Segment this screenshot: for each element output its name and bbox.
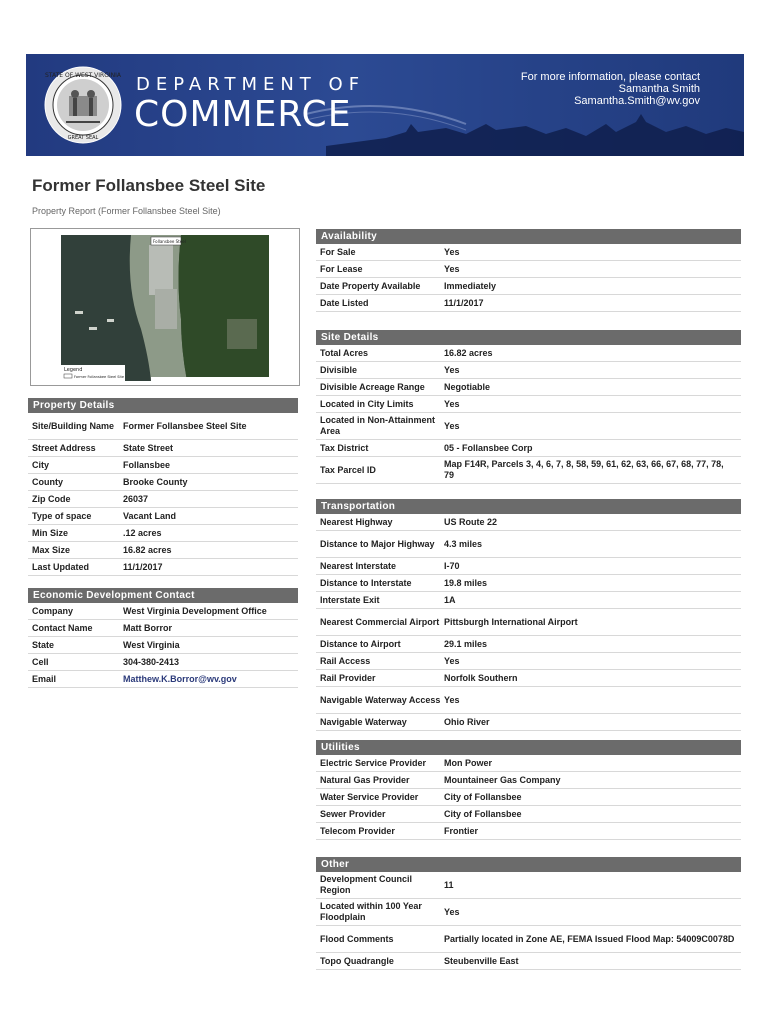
- row-label: For Lease: [320, 263, 363, 274]
- row-value: Pittsburgh International Airport: [444, 616, 578, 627]
- table-row: [316, 295, 741, 312]
- table-row: [316, 514, 741, 531]
- row-label: Electric Service Provider: [320, 757, 427, 768]
- row-value: 26037: [123, 493, 149, 504]
- site-details-header: Site Details: [316, 330, 741, 345]
- row-label: Navigable Waterway: [320, 716, 407, 727]
- table-row: [316, 396, 741, 413]
- row-value: Map F14R, Parcels 3, 4, 6, 7, 8, 58, 59, 61, 62, 63, 66, 67, 68, 77, 78, 79: [444, 459, 724, 480]
- row-value: West Virginia: [123, 639, 180, 650]
- row-label: Rail Access: [320, 655, 371, 666]
- property-details-section: [28, 398, 298, 576]
- row-value: Former Follansbee Steel Site: [123, 420, 247, 431]
- table-row: [316, 609, 741, 636]
- row-label: Divisible: [320, 364, 358, 375]
- row-value: 11/1/2017: [123, 561, 163, 572]
- table-row: [316, 278, 741, 295]
- table-row: [316, 379, 741, 396]
- row-value: I-70: [444, 560, 460, 571]
- table-row: [316, 789, 741, 806]
- row-label: County: [32, 476, 63, 487]
- row-label: Distance to Interstate: [320, 577, 412, 588]
- row-value: Yes: [444, 655, 460, 666]
- row-label: Distance to Major Highway: [320, 538, 435, 549]
- row-label: Date Property Available: [320, 280, 421, 291]
- table-row: [28, 603, 298, 620]
- table-row: [28, 508, 298, 525]
- table-row: [316, 772, 741, 789]
- row-label: Cell: [32, 656, 49, 667]
- row-value: .12 acres: [123, 527, 162, 538]
- page-subtitle: Property Report (Former Follansbee Steel Site): [32, 206, 221, 216]
- table-row: [28, 474, 298, 491]
- table-row: [316, 687, 741, 714]
- row-label: Last Updated: [32, 561, 90, 572]
- table-row: [316, 413, 741, 440]
- row-value: Yes: [444, 906, 460, 917]
- row-value: US Route 22: [444, 516, 498, 527]
- row-value: West Virginia Development Office: [123, 605, 267, 616]
- contact-name: Samantha Smith: [618, 83, 700, 95]
- row-value: State Street: [123, 442, 174, 453]
- row-value: Immediately: [444, 280, 497, 291]
- site-details-section: [316, 330, 741, 484]
- map-legend-label: Legend: [64, 367, 83, 373]
- row-value: Mountaineer Gas Company: [444, 774, 561, 785]
- utilities-section: [316, 740, 741, 840]
- row-label: Distance to Airport: [320, 638, 401, 649]
- seal-bottom-text: GREAT SEAL: [67, 135, 99, 141]
- row-value: Yes: [444, 263, 460, 274]
- row-value: Steubenville East: [444, 955, 519, 966]
- row-value: Brooke County: [123, 476, 188, 487]
- table-row: [28, 559, 298, 576]
- row-label: Site/Building Name: [32, 420, 115, 431]
- row-label: Total Acres: [320, 347, 369, 358]
- row-value: 05 - Follansbee Corp: [444, 442, 533, 453]
- other-header: Other: [316, 857, 741, 872]
- table-row: [316, 457, 741, 484]
- transportation-section: [316, 499, 741, 731]
- row-label: Flood Comments: [320, 933, 394, 944]
- row-label: State: [32, 639, 55, 650]
- table-row: [28, 491, 298, 508]
- row-label: Telecom Provider: [320, 825, 395, 836]
- row-label: Navigable Waterway Access: [320, 694, 441, 705]
- table-row: [316, 440, 741, 457]
- table-row: [316, 345, 741, 362]
- row-label: Topo Quadrangle: [320, 955, 394, 966]
- row-value: 16.82 acres: [444, 347, 493, 358]
- row-label: Rail Provider: [320, 672, 376, 683]
- table-row: [28, 440, 298, 457]
- row-value: 11/1/2017: [444, 297, 484, 308]
- table-row: [316, 592, 741, 609]
- table-row: [316, 670, 741, 687]
- table-row: [28, 620, 298, 637]
- row-value: Follansbee: [123, 459, 171, 470]
- table-row: [316, 362, 741, 379]
- header-banner: [26, 54, 744, 156]
- row-label: Tax Parcel ID: [320, 464, 376, 475]
- table-row: [316, 806, 741, 823]
- property-details-header: Property Details: [28, 398, 298, 413]
- row-value: 1A: [444, 594, 456, 605]
- row-label: Street Address: [32, 442, 96, 453]
- row-label: Divisible Acreage Range: [320, 381, 425, 392]
- row-label: Tax District: [320, 442, 369, 453]
- row-label: Water Service Provider: [320, 791, 419, 802]
- row-value: Vacant Land: [123, 510, 177, 521]
- row-value: 4.3 miles: [444, 538, 483, 549]
- other-section: [316, 857, 741, 970]
- seal-text: STATE OF WEST VIRGINIA: [44, 72, 122, 79]
- contact-email[interactable]: Samantha.Smith@wv.gov: [574, 95, 700, 107]
- map-legend-item: Former Follansbee Steel Site: [74, 375, 125, 379]
- row-label: Natural Gas Provider: [320, 774, 410, 785]
- row-value: 19.8 miles: [444, 577, 488, 588]
- contact-prompt: For more information, please contact: [520, 71, 700, 83]
- availability-section: [316, 229, 741, 312]
- row-value: Negotiable: [444, 381, 491, 392]
- table-row: [316, 714, 741, 731]
- row-value: 29.1 miles: [444, 638, 488, 649]
- row-label: Interstate Exit: [320, 594, 380, 605]
- table-row: [28, 654, 298, 671]
- contact-info: [521, 71, 700, 107]
- row-label: Development Council Region: [320, 874, 413, 895]
- wv-seal-icon: [44, 66, 122, 144]
- row-value: Mon Power: [444, 757, 493, 768]
- econ-contact-header: Economic Development Contact: [28, 588, 298, 603]
- dept-title-line1: DEPARTMENT OF: [136, 74, 366, 95]
- row-label: Located within 100 Year Floodplain: [320, 901, 422, 922]
- page-title: Former Follansbee Steel Site: [32, 176, 266, 195]
- row-label: Nearest Highway: [320, 516, 393, 527]
- row-label: Located in Non-Attainment Area: [320, 415, 435, 436]
- row-value: Yes: [444, 364, 460, 375]
- table-row: [316, 575, 741, 592]
- row-value: Partially located in Zone AE, FEMA Issued Flood Map: 54009C0078D: [444, 933, 735, 944]
- row-value: Matt Borror: [123, 622, 172, 633]
- table-row: [316, 653, 741, 670]
- row-value: City of Follansbee: [444, 791, 522, 802]
- row-value: 304-380-2413: [123, 656, 180, 667]
- utilities-header: Utilities: [316, 740, 741, 755]
- table-row: [316, 823, 741, 840]
- availability-header: Availability: [316, 229, 741, 244]
- dept-title-line2: COMMERCE: [134, 94, 352, 135]
- table-row: [316, 558, 741, 575]
- econ-contact-section: [28, 588, 298, 688]
- row-value: Yes: [444, 420, 460, 431]
- row-label: Zip Code: [32, 493, 71, 504]
- row-label: Contact Name: [32, 622, 93, 633]
- table-row: [28, 457, 298, 474]
- row-label: Date Listed: [320, 297, 369, 308]
- table-row: [28, 525, 298, 542]
- table-row: [316, 755, 741, 772]
- row-label: Sewer Provider: [320, 808, 386, 819]
- table-row: [316, 872, 741, 899]
- row-label: Type of space: [32, 510, 92, 521]
- row-value: Norfolk Southern: [444, 672, 518, 683]
- row-label: Email: [32, 673, 57, 684]
- table-row: [316, 636, 741, 653]
- row-value[interactable]: Matthew.K.Borror@wv.gov: [123, 673, 237, 684]
- row-value: Frontier: [444, 825, 479, 836]
- row-value: Yes: [444, 398, 460, 409]
- table-row: [316, 244, 741, 261]
- row-label: City: [32, 459, 50, 470]
- table-row: [316, 531, 741, 558]
- table-row: [28, 542, 298, 559]
- table-row: [316, 953, 741, 970]
- aerial-map: [30, 228, 300, 386]
- row-label: Min Size: [32, 527, 69, 538]
- row-label: Nearest Commercial Airport: [320, 616, 440, 627]
- row-label: Company: [32, 605, 74, 616]
- table-row: [28, 413, 298, 440]
- row-value: Ohio River: [444, 716, 490, 727]
- map-site-tag: Follansbee Steel: [153, 239, 186, 244]
- transportation-header: Transportation: [316, 499, 741, 514]
- row-label: Nearest Interstate: [320, 560, 397, 571]
- table-row: [28, 671, 298, 688]
- table-row: [316, 261, 741, 278]
- row-value: Yes: [444, 246, 460, 257]
- table-row: [316, 926, 741, 953]
- row-value: 16.82 acres: [123, 544, 172, 555]
- row-label: For Sale: [320, 246, 356, 257]
- table-row: [316, 899, 741, 926]
- row-value: Yes: [444, 694, 460, 705]
- row-value: City of Follansbee: [444, 808, 522, 819]
- row-label: Located in City Limits: [320, 398, 414, 409]
- table-row: [28, 637, 298, 654]
- row-label: Max Size: [32, 544, 71, 555]
- aerial-map-image: [31, 229, 299, 385]
- row-value: 11: [444, 879, 454, 890]
